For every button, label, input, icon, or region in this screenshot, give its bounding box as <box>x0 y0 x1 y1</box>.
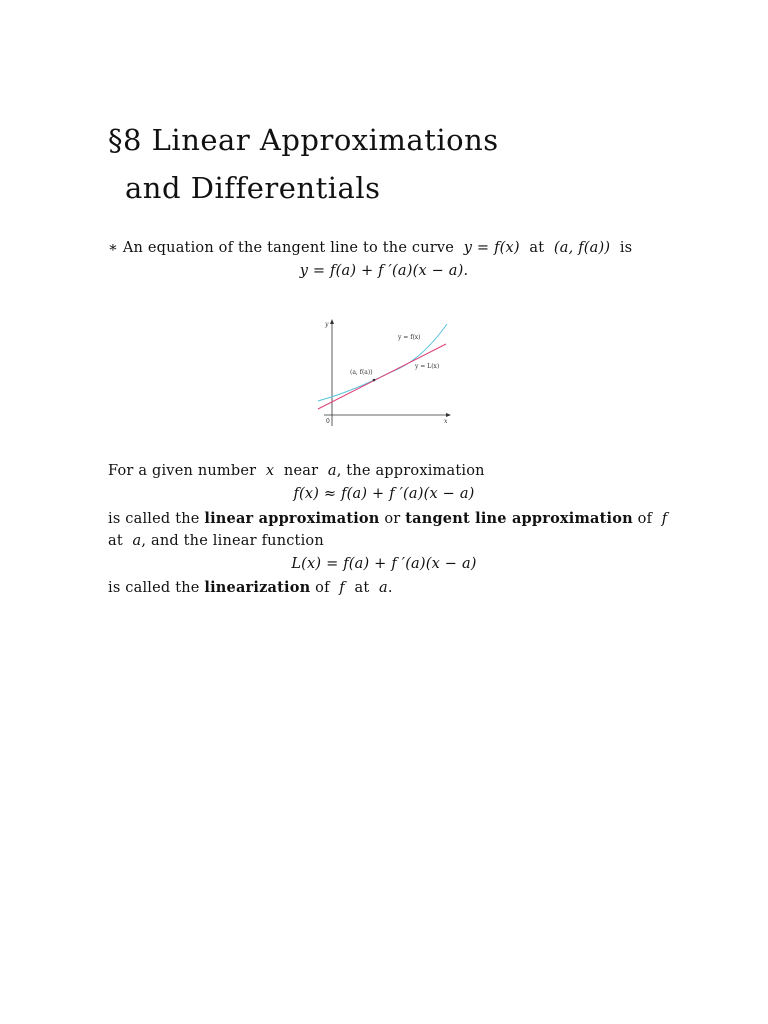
intro-text-1: An equation of the tangent line to the curve <box>122 240 455 256</box>
tangent-line-formula: y = f(a) + f ′(a)(x − a). <box>299 263 469 279</box>
p4-text-3: at <box>354 580 370 596</box>
tangent-line-L <box>318 344 446 409</box>
para-line-2 <box>108 510 667 527</box>
intro-text-3: is <box>619 240 633 256</box>
p1-text-1: For a given number <box>108 463 257 479</box>
p4-a: a <box>379 580 388 596</box>
p4-f: f <box>339 580 345 596</box>
p1-text-3: , the approximation <box>336 463 485 479</box>
p4-text-2: of <box>315 580 330 596</box>
term-tangent-line-approximation: tangent line approximation <box>405 510 633 527</box>
intro-line <box>108 240 632 256</box>
approx-formula: f(x) ≈ f(a) + f ′(a)(x − a) <box>293 486 475 502</box>
line-label: y = L(x) <box>415 363 440 370</box>
p4-text-1: is called the <box>108 580 200 596</box>
term-linear-approximation: linear approximation <box>204 510 380 527</box>
y-axis-arrow <box>330 319 334 324</box>
title-line-2: and Differentials <box>125 171 381 205</box>
x-axis-arrow <box>446 413 451 417</box>
p4-end: . <box>387 580 393 596</box>
term-linearization: linearization <box>204 579 311 596</box>
p1-text-2: near <box>283 463 319 479</box>
p2-text-2: or <box>384 511 401 527</box>
p2-text-3: of <box>637 511 653 527</box>
origin-label: 0 <box>326 418 330 425</box>
p2-f: f <box>661 511 668 527</box>
p3-text-2: , and the linear function <box>141 533 324 549</box>
point-label: (a, f(a)) <box>350 369 373 376</box>
tangent-line-figure <box>310 316 460 434</box>
linearization-formula: L(x) = f(a) + f ′(a)(x − a) <box>291 556 477 572</box>
para-line-3 <box>108 533 324 549</box>
intro-text-2: at <box>529 240 545 256</box>
p3-text-1: at <box>108 533 123 549</box>
curve-label: y = f(x) <box>398 334 421 341</box>
intro-math-2: (a, f(a)) <box>553 240 611 256</box>
para-line-4 <box>108 579 393 596</box>
p1-x: x <box>265 463 275 479</box>
page-title <box>108 116 499 212</box>
bullet-marker: ∗ <box>108 240 119 256</box>
p3-a: a <box>132 533 142 549</box>
point-of-tangency <box>373 379 376 382</box>
p2-text-1: is called the <box>108 511 200 527</box>
intro-math-1: y = f(x) <box>463 240 520 256</box>
title-line-1: §8 Linear Approximations <box>108 123 499 157</box>
para-line-1 <box>108 463 485 479</box>
p1-a: a <box>327 463 337 479</box>
x-axis-label: x <box>444 418 448 425</box>
y-axis-label: y <box>325 321 329 328</box>
